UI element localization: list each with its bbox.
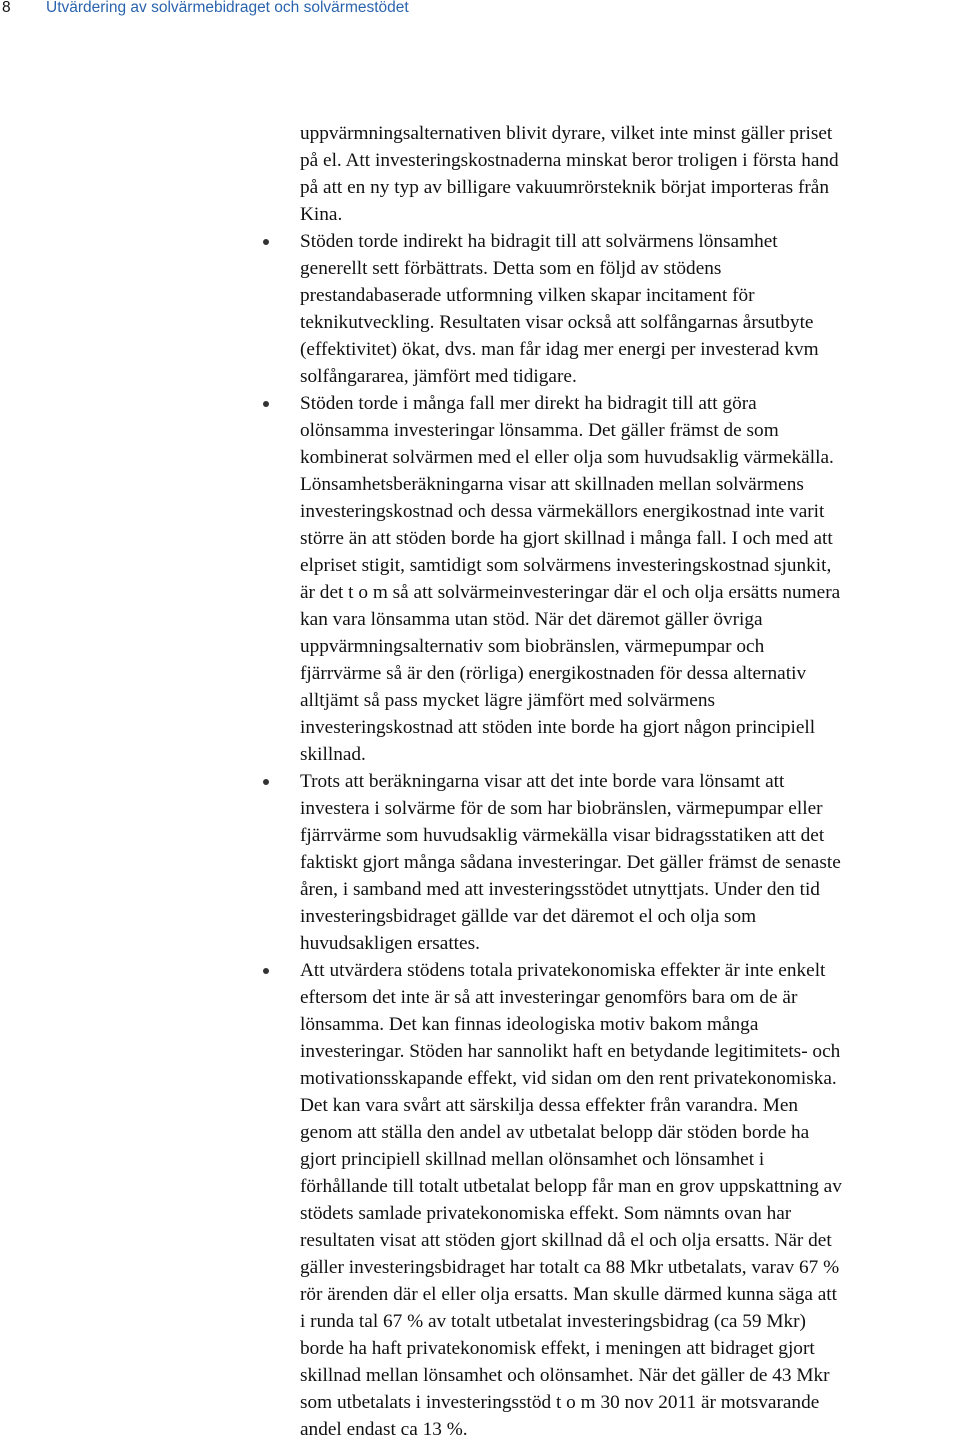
text-line: Stöden torde indirekt ha bidragit till att solvärmens lönsamhet — [300, 231, 778, 252]
text-line: Att utvärdera stödens totala privatekonomiska effekter är inte enkelt — [300, 960, 826, 981]
text-line: prestandabaserade utformning vilken skapar incitament för — [300, 285, 755, 306]
bullet-item — [300, 957, 960, 1443]
text-line: (effektivitet) ökat, dvs. man får idag mer energi per investerad kvm — [300, 339, 819, 360]
text-line: kombinerat solvärmen med el eller olja som huvudsaklig värmekälla. — [300, 447, 834, 468]
text-line: i runda tal 67 % av totalt utbetalat investeringsbidrag (ca 59 Mkr) — [300, 1311, 806, 1332]
text-line: större än att stöden borde ha gjort skillnad i många fall. I och med att — [300, 528, 833, 549]
document-body — [300, 120, 960, 1443]
text-line: andel endast ca 13 %. — [300, 1419, 468, 1440]
bullet-dot-icon — [263, 779, 269, 785]
text-line: Stöden torde i många fall mer direkt ha bidragit till att göra — [300, 393, 757, 414]
text-line: gjort principiell skillnad mellan olönsamhet och lönsamhet i — [300, 1149, 765, 1170]
bullet-item — [300, 768, 960, 957]
text-line: kan vara lönsamma utan stöd. När det däremot gäller övriga — [300, 609, 763, 630]
text-line: fjärrvärme som huvudsaklig värmekälla visar bidragsstatiken att det — [300, 825, 825, 846]
text-line: huvudsakligen ersattes. — [300, 933, 480, 954]
text-line: alltjämt så pass mycket lägre jämfört med solvärmens — [300, 690, 715, 711]
bullet-list — [300, 228, 960, 1443]
text-line: teknikutveckling. Resultaten visar också att solfångarnas årsutbyte — [300, 312, 814, 333]
text-line: investeringskostnad och dessa värmekällors energikostnad inte varit — [300, 501, 825, 522]
text-line: elpriset stigit, samtidigt som solvärmens investeringskostnad sjunkit, — [300, 555, 832, 576]
running-title: Utvärdering av solvärmebidraget och solvärmestödet — [46, 0, 409, 16]
text-line: olönsamma investeringar lönsamma. Det gäller främst de som — [300, 420, 779, 441]
text-line: resultaten visat att stöden gjort skillnad då el och olja ersatts. När det — [300, 1230, 832, 1251]
text-line: motivationsskapande effekt, vid sidan om den rent privatekonomiska. — [300, 1068, 837, 1089]
text-line: uppvärmningsalternativ som biobränslen, värmepumpar och — [300, 636, 765, 657]
text-line: solfångararea, jämfört med tidigare. — [300, 366, 577, 387]
bullet-dot-icon — [263, 239, 269, 245]
text-line: investeringsbidraget gällde var det däremot el och olja som — [300, 906, 757, 927]
text-line: Trots att beräkningarna visar att det inte borde vara lönsamt att — [300, 771, 785, 792]
text-line: gäller investeringsbidraget har totalt ca 88 Mkr utbetalats, varav 67 % — [300, 1257, 840, 1278]
text-line: investera i solvärme för de som har biobränslen, värmepumpar eller — [300, 798, 823, 819]
text-line: genom att ställa den andel av utbetalat belopp där stöden borde ha — [300, 1122, 810, 1143]
bullet-dot-icon — [263, 968, 269, 974]
text-line: Kina. — [300, 204, 343, 225]
text-line: skillnad. — [300, 744, 366, 765]
text-line: Lönsamhetsberäkningarna visar att skillnaden mellan solvärmens — [300, 474, 804, 495]
text-line: är det t o m så att solvärmeinvesteringar där el och olja ersätts numera — [300, 582, 841, 603]
text-line: uppvärmningsalternativen blivit dyrare, vilket inte minst gäller priset — [300, 123, 833, 144]
text-line: på el. Att investeringskostnaderna minskat beror troligen i första hand — [300, 150, 839, 171]
text-line: borde ha haft privatekonomisk effekt, i meningen att bidraget gjort — [300, 1338, 815, 1359]
text-line: åren, i samband med att investeringsstödet utnyttjats. Under den tid — [300, 879, 820, 900]
text-line: faktiskt gjort många sådana investeringar. Det gäller främst de senaste — [300, 852, 841, 873]
bullet-dot-icon — [263, 401, 269, 407]
page-header — [0, 0, 960, 22]
text-line: investeringskostnad att stöden inte borde ha gjort någon principiell — [300, 717, 816, 738]
text-line: generellt sett förbättrats. Detta som en följd av stödens — [300, 258, 722, 279]
page-number: 8 — [2, 0, 11, 16]
text-line: skillnad mellan lönsamhet och olönsamhet. När det gäller de 43 Mkr — [300, 1365, 830, 1386]
text-line: lönsamma. Det kan finnas ideologiska motiv bakom många — [300, 1014, 759, 1035]
text-line: som utbetalats i investeringsstöd t o m 30 nov 2011 är motsvarande — [300, 1392, 820, 1413]
text-line: eftersom det inte är så att investeringar genomförs bara om de är — [300, 987, 798, 1008]
text-line: stödets samlade privatekonomiska effekt. Som nämnts ovan har — [300, 1203, 792, 1224]
text-line: fjärrvärme så är den (rörliga) energikostnaden för dessa alternativ — [300, 663, 807, 684]
text-line: på att en ny typ av billigare vakuumrörsteknik börjat importeras från — [300, 177, 830, 198]
text-line: förhållande till totalt utbetalat belopp får man en grov uppskattning av — [300, 1176, 842, 1197]
intro-paragraph — [300, 120, 960, 228]
text-line: rör ärenden där el eller olja ersatts. Man skulle därmed kunna säga att — [300, 1284, 837, 1305]
text-line: Det kan vara svårt att särskilja dessa effekter från varandra. Men — [300, 1095, 799, 1116]
bullet-item — [300, 228, 960, 390]
text-line: investeringar. Stöden har sannolikt haft en betydande legitimitets- och — [300, 1041, 841, 1062]
bullet-item — [300, 390, 960, 768]
